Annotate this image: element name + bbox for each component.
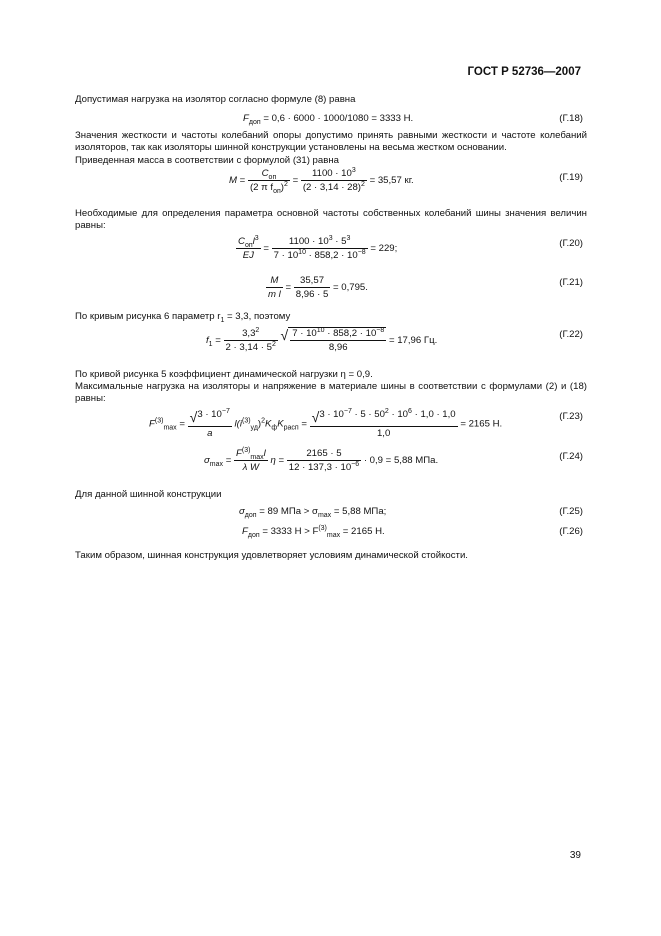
page-number: 39 [569,850,581,861]
paragraph-reduced-mass: Приведенная масса в соответствии с формулой (31) равна [75,155,339,166]
equation-number-g24: (Г.24) [559,451,583,462]
paragraph-max-loads: Максимальные нагрузка на изоляторы и напряжение в материале шины в соответствии с формулами (2) и (18) равны: [75,381,587,404]
paragraph-curves-fig6: По кривым рисунка 6 параметр $r_1 = 3,3$, поэтому [75,311,291,324]
equation-number-g19: (Г.19) [559,172,583,183]
equation-g23: $F^{(3)}_{max}$ = $\frac{√3 \cdot 10^{-7}}{a}$ $l(i^{(3)}_{уд})^2K_фK_{расп}$ = $\frac{√3 \cdot 10^{-7} \cdot 5 \cdot 50^2 \cdot 10^6 \cdot 1,0 \cdot 1,0}{1,0}$ = 2165 Н. [149,407,503,439]
paragraph-busbar: Для данной шинной конструкции [75,489,222,500]
paragraph-stiffness: Значения жесткости и частоты колебаний опоры допустимо принять равными жесткости и частоте колебаний изоляторов, так как изоляторы шинной конструкции установлены на весьма жестком основании. [75,130,587,153]
equation-number-g21: (Г.21) [559,277,583,288]
equation-g20: $\frac{C_{оп}l^3}{EJ}$ = $\frac{1100 \cdot 10^3 \cdot 5^3}{7 \cdot 10^{10} \cdot 858,2 \cdot 10^{-8}}$ = 229; [238,234,398,261]
equation-number-g26: (Г.26) [559,526,583,537]
equation-g26: $F_{доп} = 3333$ $Н > F^{(3)}_{max} = 2165$ Н. [242,524,385,539]
paragraph-allowed-load: Допустимая нагрузка на изолятор согласно формуле (8) равна [75,94,356,105]
paragraph-conclusion: Таким образом, шинная конструкция удовлетворяет условиям динамической стойкости. [75,550,468,561]
equation-g24: $\sigma_{max}$ = $\frac{F^{(3)}_{max}l}{\text{λ W}}$ η = $\frac{2165 \cdot 5}{12 \cdot 137,3 \cdot 10^{-6}}$ · 0,9 = 5,88 МПа. [204,446,439,473]
equation-number-g25: (Г.25) [559,506,583,517]
equation-number-g20: (Г.20) [559,238,583,249]
equation-number-g18: (Г.18) [559,113,583,124]
paragraph-curve-fig5: По кривой рисунка 5 коэффициент динамической нагрузки η = 0,9. [75,369,373,380]
equation-g25: $\sigma_{доп} = 89$ МПа > $\sigma_{max} = 5,88$ МПа; [239,506,387,519]
equation-g19: M = $\frac{C_{оп}}{(2 \pi f_{оп})^2}$ = $\frac{1100 \cdot 10^3}{(2 \cdot 3,14 \cdot 28)^2}$ = 35,57 кг. [229,166,414,195]
equation-number-g22: (Г.22) [559,329,583,340]
equation-g21: $\frac{M}{\text{m l}}$ = $\frac{35,57}{8,96 \cdot 5}$ = 0,795. [268,275,368,300]
equation-g18: $F_{доп} = 0,6 \cdot 6000 \cdot 1000/1080 = 3333$ Н. [243,113,414,126]
document-code-header: ГОСТ Р 52736—2007 [467,66,581,78]
equation-g22: $f_1$ = $\frac{3,3^2}{2 \cdot 3,14 \cdot 5^2}$ √ $\frac{7 \cdot 10^{10} \cdot 858,2 \cdot 10^{-8}}{8,96}$ = 17,96 Гц. [206,326,438,353]
paragraph-frequency-params: Необходимые для определения параметра основной частоты собственных колебаний шины значения величин равны: [75,208,587,231]
equation-number-g23: (Г.23) [559,411,583,422]
